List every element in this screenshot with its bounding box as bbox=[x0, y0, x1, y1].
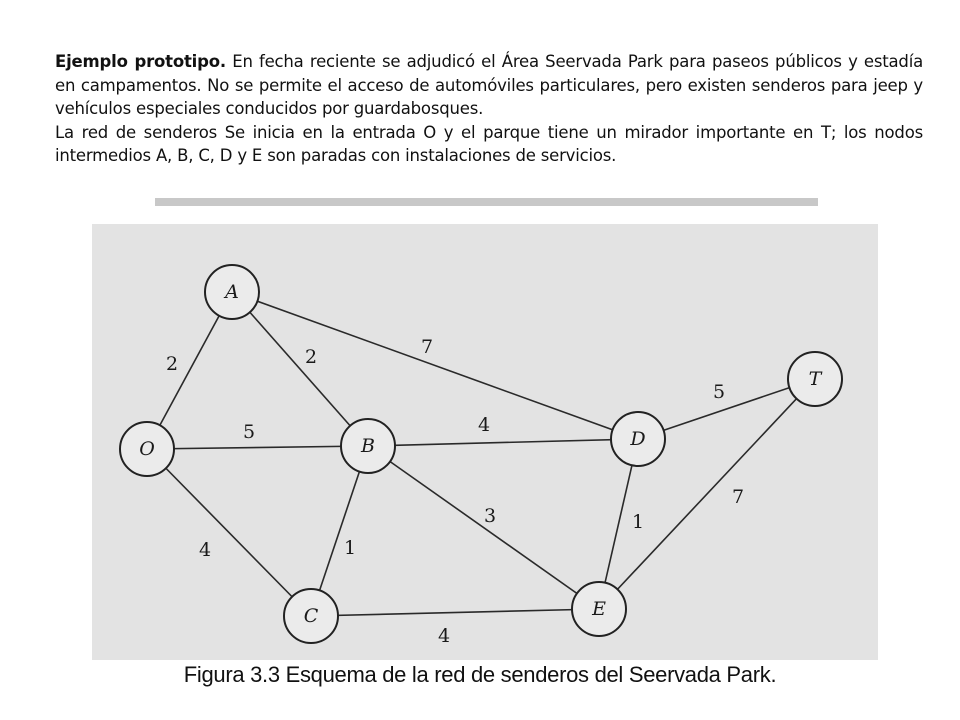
edge-weight-c-e: 4 bbox=[437, 625, 451, 647]
node-label-c: C bbox=[303, 605, 319, 627]
intro-paragraph-1 bbox=[55, 50, 923, 121]
node-label-a: A bbox=[225, 281, 239, 303]
edge-a-d bbox=[232, 292, 638, 439]
edge-weight-b-c: 1 bbox=[343, 537, 357, 559]
intro-text bbox=[55, 50, 923, 168]
edge-weight-a-d: 7 bbox=[420, 336, 434, 358]
network-graph bbox=[92, 224, 878, 660]
edge-weight-o-b: 5 bbox=[242, 421, 256, 443]
edge-d-t bbox=[638, 379, 815, 439]
node-label-e: E bbox=[592, 598, 606, 620]
edge-weight-d-e: 1 bbox=[631, 511, 645, 533]
edge-weight-a-b: 2 bbox=[304, 346, 318, 368]
intro-paragraph-2: La red de senderos Se inicia en la entrada O y el parque tiene un mirador importante en T; los nodos intermedios A, B, C, D y E son paradas con instalaciones de servicios. bbox=[55, 122, 923, 165]
node-label-d: D bbox=[630, 428, 646, 450]
node-o bbox=[120, 422, 174, 476]
intro-paragraph-1-text: En fecha reciente se adjudicó el Área Seervada Park para paseos públicos y estadía en campamentos. No se permite el acceso de automóviles particulares, pero existen senderos para jeep y vehículos especiales conducidos por guardabosques. bbox=[55, 52, 923, 118]
node-label-t: T bbox=[808, 368, 822, 390]
edge-weight-b-e: 3 bbox=[483, 505, 497, 527]
edge-b-d bbox=[368, 439, 638, 446]
figure-caption: Figura 3.3 Esquema de la red de senderos del Seervada Park. bbox=[183, 662, 777, 687]
node-label-b: B bbox=[361, 435, 375, 457]
node-label-o: O bbox=[139, 438, 155, 460]
nodes-layer bbox=[120, 265, 842, 643]
node-c bbox=[284, 589, 338, 643]
edge-o-c bbox=[147, 449, 311, 616]
edge-weight-d-t: 5 bbox=[712, 381, 726, 403]
node-e bbox=[572, 582, 626, 636]
edge-b-e bbox=[368, 446, 599, 609]
edge-weight-o-a: 2 bbox=[165, 353, 179, 375]
edge-weight-o-c: 4 bbox=[198, 539, 212, 561]
node-b bbox=[341, 419, 395, 473]
edge-c-e bbox=[311, 609, 599, 616]
node-a bbox=[205, 265, 259, 319]
figure-network-diagram bbox=[92, 224, 878, 660]
node-t bbox=[788, 352, 842, 406]
divider bbox=[155, 198, 818, 206]
edges-layer bbox=[147, 292, 815, 616]
edge-weights-layer bbox=[166, 336, 744, 647]
edge-weight-e-t: 7 bbox=[731, 486, 745, 508]
intro-lead: Ejemplo prototipo. bbox=[55, 52, 226, 71]
edge-o-b bbox=[147, 446, 368, 449]
node-d bbox=[611, 412, 665, 466]
edge-weight-b-d: 4 bbox=[477, 414, 491, 436]
